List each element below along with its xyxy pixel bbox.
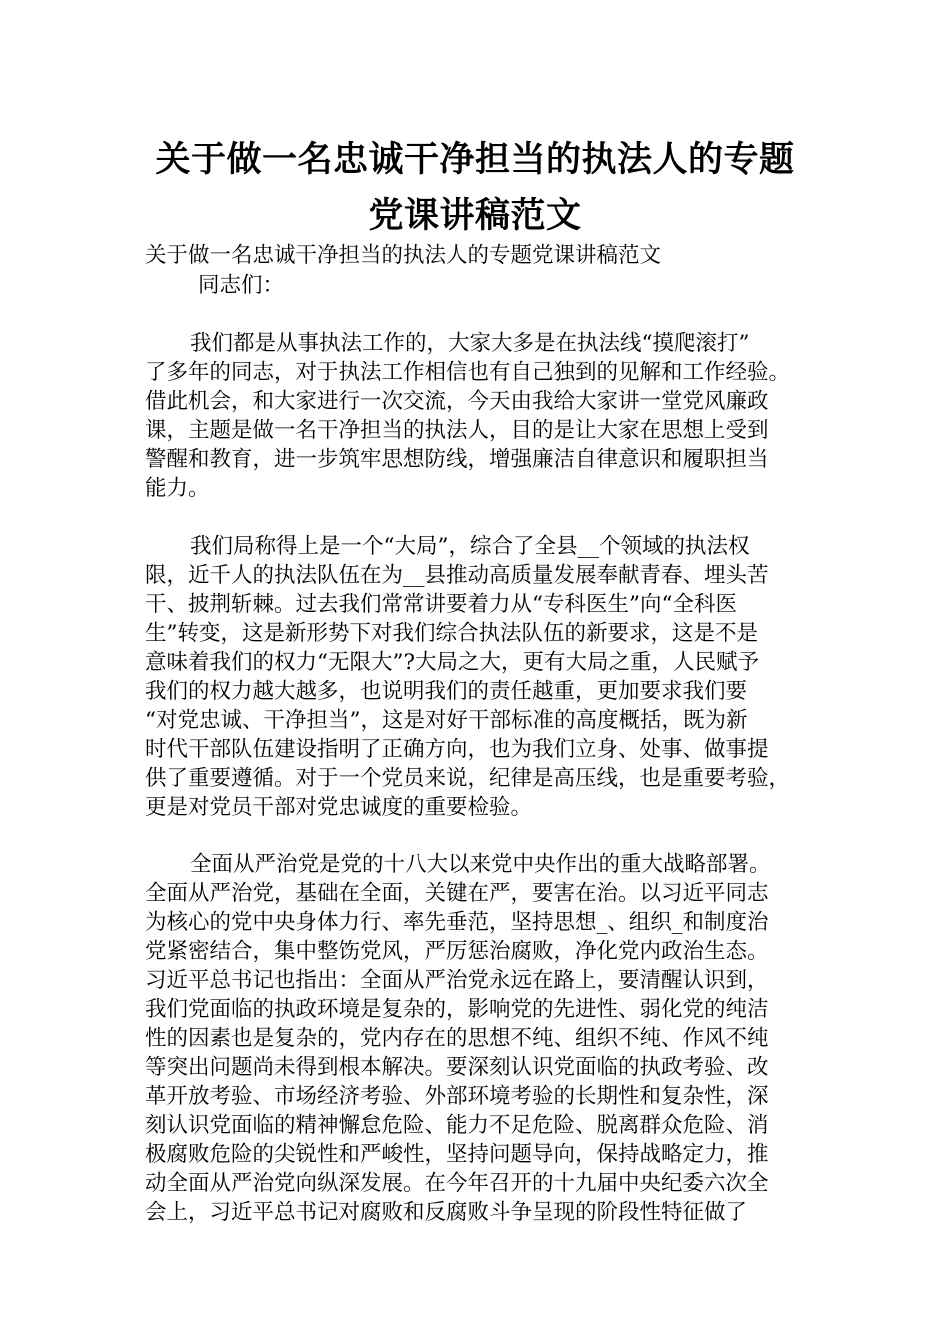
paragraph-line: 我们党面临的执政环境是复杂的，影响党的先进性、弱化党的纯洁 bbox=[145, 997, 769, 1022]
document-subtitle: 关于做一名忠诚干净担当的执法人的专题党课讲稿范文 bbox=[145, 243, 662, 268]
paragraph-line: 限，近千人的执法队伍在为__县推动高质量发展奉献青春、埋头苦 bbox=[145, 563, 769, 588]
paragraph-line: 能力。 bbox=[145, 476, 210, 501]
paragraph-line: 全面从严治党是党的十八大以来党中央作出的重大战略部署。 bbox=[190, 852, 771, 877]
paragraph-line: 革开放考验、市场经济考验、外部环境考验的长期性和复杂性，深 bbox=[145, 1084, 769, 1109]
paragraph-line: 极腐败危险的尖锐性和严峻性，坚持问题导向，保持战略定力，推 bbox=[145, 1142, 769, 1167]
document-title-line-2: 党课讲稿范文 bbox=[368, 196, 582, 236]
paragraph-line: 全面从严治党，基础在全面，关键在严，要害在治。以习近平同志 bbox=[145, 881, 769, 906]
paragraph-line: 习近平总书记也指出：全面从严治党永远在路上，要清醒认识到， bbox=[145, 968, 769, 993]
paragraph-line: 我们都是从事执法工作的，大家大多是在执法线“摸爬滚打” bbox=[190, 331, 750, 356]
document-title-line-1: 关于做一名忠诚干净担当的执法人的专题 bbox=[155, 140, 795, 180]
paragraph-line: 供了重要遵循。对于一个党员来说，纪律是高压线，也是重要考验， bbox=[145, 766, 791, 791]
paragraph-line: 时代干部队伍建设指明了正确方向，也为我们立身、处事、做事提 bbox=[145, 737, 769, 762]
paragraph-line: 我们局称得上是一个“大局”，综合了全县__个领域的执法权 bbox=[190, 534, 750, 559]
paragraph-line: “对党忠诚、干净担当”，这是对好干部标准的高度概括，既为新 bbox=[145, 708, 748, 733]
paragraph-line: 生”转变，这是新形势下对我们综合执法队伍的新要求，这是不是 bbox=[145, 621, 758, 646]
paragraph-line: 了多年的同志，对于执法工作相信也有自己独到的见解和工作经验。 bbox=[145, 360, 791, 385]
paragraph-line: 党紧密结合，集中整饬党风，严厉惩治腐败，净化党内政治生态。 bbox=[145, 939, 769, 964]
paragraph-line: 我们的权力越大越多，也说明我们的责任越重，更加要求我们要 bbox=[145, 679, 748, 704]
paragraph-line: 会上，习近平总书记对腐败和反腐败斗争呈现的阶段性特征做了 bbox=[145, 1200, 748, 1225]
salutation: 同志们： bbox=[198, 273, 285, 298]
paragraph-line: 为核心的党中央身体力行、率先垂范，坚持思想_、组织_和制度治 bbox=[145, 910, 769, 935]
paragraph-line: 课，主题是做一名干净担当的执法人，目的是让大家在思想上受到 bbox=[145, 418, 769, 443]
paragraph-line: 刻认识党面临的精神懈怠危险、能力不足危险、脱离群众危险、消 bbox=[145, 1113, 769, 1138]
paragraph-line: 借此机会，和大家进行一次交流，今天由我给大家讲一堂党风廉政 bbox=[145, 389, 769, 414]
paragraph-line: 干、披荆斩棘。过去我们常常讲要着力从“专科医生”向“全科医 bbox=[145, 592, 737, 617]
paragraph-line: 更是对党员干部对党忠诚度的重要检验。 bbox=[145, 795, 533, 820]
paragraph-line: 警醒和教育，进一步筑牢思想防线，增强廉洁自律意识和履职担当 bbox=[145, 447, 769, 472]
paragraph-line: 动全面从严治党向纵深发展。在今年召开的十九届中央纪委六次全 bbox=[145, 1171, 769, 1196]
paragraph-line: 性的因素也是复杂的，党内存在的思想不纯、组织不纯、作风不纯 bbox=[145, 1026, 769, 1051]
paragraph-line: 等突出问题尚未得到根本解决。要深刻认识党面临的执政考验、改 bbox=[145, 1055, 769, 1080]
paragraph-line: 意味着我们的权力“无限大”?大局之大，更有大局之重，人民赋予 bbox=[145, 650, 760, 675]
